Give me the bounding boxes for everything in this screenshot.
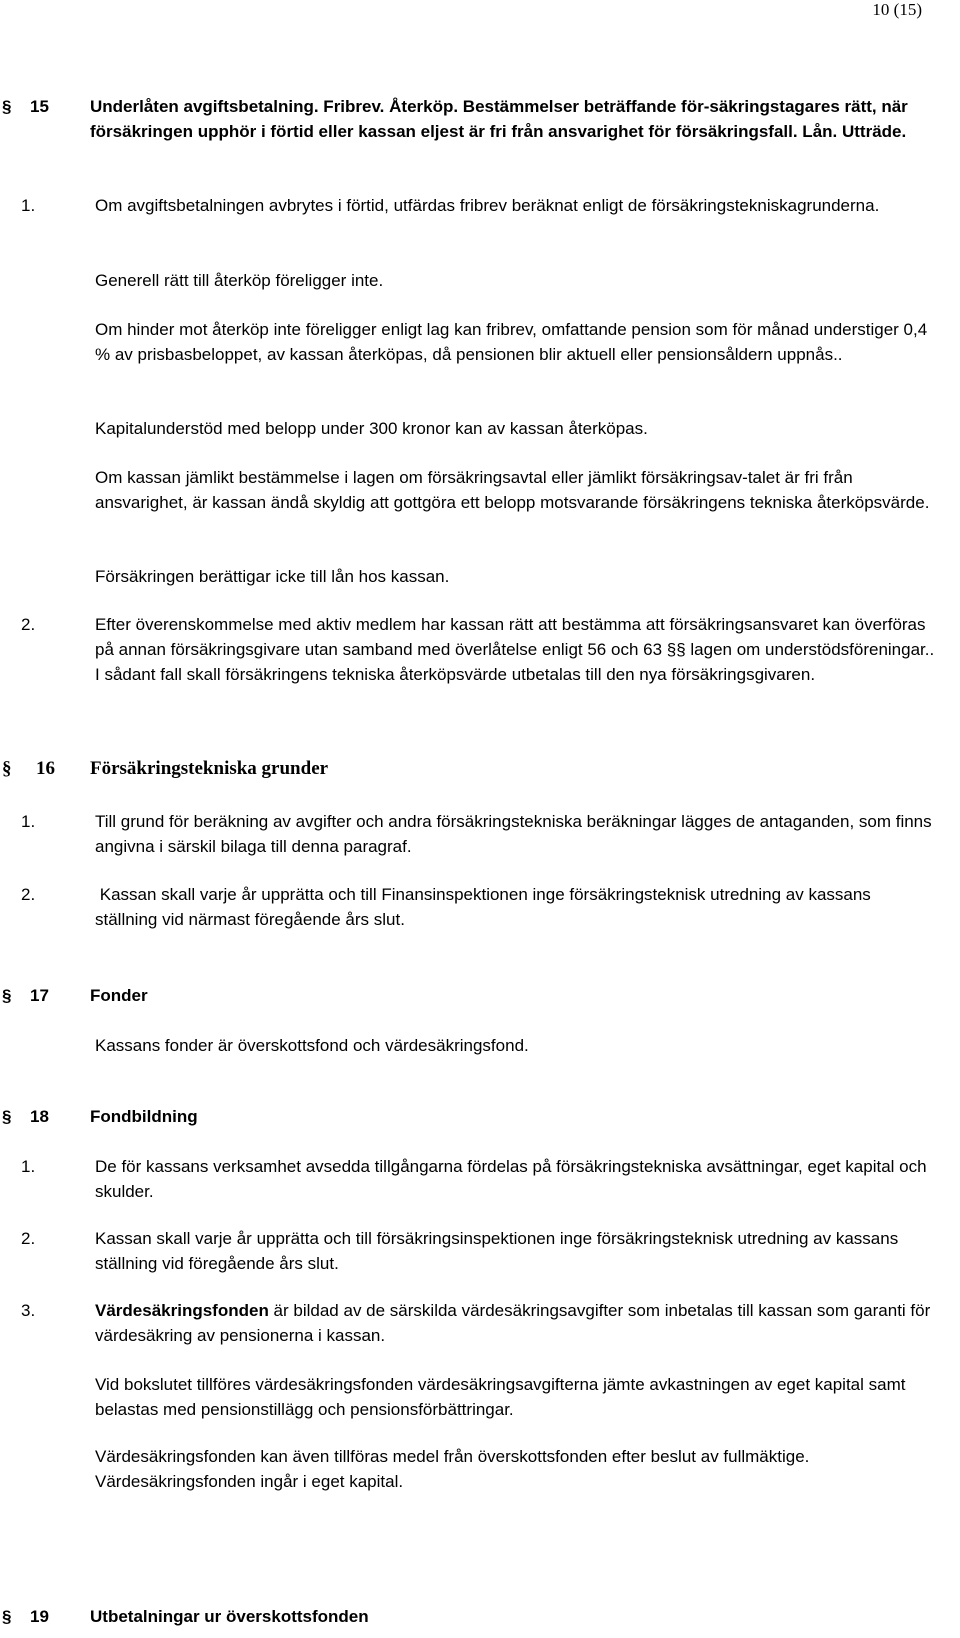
item-text: Kassan skall varje år upprätta och till försäkringsinspektionen inge försäkringsteknisk utredning av kassans ställning vid föregående års slut. <box>95 1229 899 1273</box>
paragraph: Om kassan jämlikt bestämmelse i lagen om försäkringsavtal eller jämlikt försäkringsav-talet är fri från ansvarighet, är kassan ändå skyldig att gottgöra ett belopp motsvarande försäkringens tekniska återköpsvärde. <box>95 468 930 512</box>
section-mark: § <box>2 758 12 779</box>
section-17-heading <box>0 983 960 1008</box>
bold-term: Värdesäkringsfonden <box>95 1301 269 1320</box>
section-mark: § <box>2 1607 12 1626</box>
item-text: Om avgiftsbetalningen avbrytes i förtid, utfärdas fribrev beräknat enligt de försäkringstekniskagrunderna. <box>95 196 880 215</box>
item-text: Till grund för beräkning av avgifter och andra försäkringstekniska beräkningar lägges de antaganden, som finns angivna i särskil bilaga till denna paragraf. <box>95 812 932 856</box>
section-mark: § <box>2 97 12 116</box>
item-text <box>95 1298 935 1348</box>
item-number: 1. <box>21 196 36 215</box>
section-16-heading <box>0 756 960 781</box>
item-text: Kassan skall varje år upprätta och till Finansinspektionen inge försäkringsteknisk utredning av kassans ställning vid närmast föregående års slut. <box>95 885 876 929</box>
section-15-heading <box>0 94 960 144</box>
section-number: 16 <box>36 758 55 779</box>
section-mark: § <box>2 986 12 1005</box>
item-number: 2. <box>21 885 36 904</box>
paragraph: Värdesäkringsfonden kan även tillföras medel från överskottsfonden efter beslut av fullmäktige. Värdesäkringsfonden ingår i eget kapital. <box>95 1447 810 1491</box>
paragraph: Vid bokslutet tillföres värdesäkringsfonden värdesäkringsavgifterna jämte avkastningen av eget kapital samt belastas med pensionstillägg och pensionsförbättringar. <box>95 1375 906 1419</box>
paragraph: Generell rätt till återköp föreligger inte. <box>95 271 384 290</box>
item-number: 1. <box>21 812 36 831</box>
section-19-heading <box>0 1604 960 1629</box>
item-number: 1. <box>21 1157 36 1176</box>
section-title: Försäkringstekniska grunder <box>90 758 329 779</box>
paragraph: Kassans fonder är överskottsfond och värdesäkringsfond. <box>95 1036 529 1055</box>
item-text: De för kassans verksamhet avsedda tillgångarna fördelas på försäkringstekniska avsättningar, eget kapital och skulder. <box>95 1157 927 1201</box>
section-number: 19 <box>30 1607 49 1626</box>
section-mark: § <box>2 1107 12 1126</box>
section-18-heading <box>0 1104 960 1129</box>
section-title: Fondbildning <box>90 1107 198 1126</box>
item-text-rest: är bildad av de särskilda värdesäkringsavgifter som inbetalas till kassan som garanti för värdesäkring av pensionerna i kassan. <box>95 1301 931 1345</box>
section-number: 17 <box>30 986 49 1005</box>
section-number: 15 <box>30 97 49 116</box>
section-title: Fonder <box>90 986 148 1005</box>
section-title: Underlåten avgiftsbetalning. Fribrev. Återköp. Bestämmelser beträffande för-säkringstagares rätt, när försäkringen upphör i förtid eller kassan eljest är fri från ansvarighet för försäkringsfall. Lån. Utträde. <box>90 97 908 141</box>
page-number: 10 (15) <box>872 0 922 19</box>
item-number: 2. <box>21 1229 36 1248</box>
paragraph: Kapitalunderstöd med belopp under 300 kronor kan av kassan återköpas. <box>95 419 648 438</box>
section-title: Utbetalningar ur överskottsfonden <box>90 1607 369 1626</box>
item-text: Efter överenskommelse med aktiv medlem har kassan rätt att bestämma att försäkringsansvaret kan överföras på annan försäkringsgivare utan samband med överlåtelse enligt 56 och 63 §§ lagen om understödsföreningar.. I sådant fall skall försäkringens tekniska återköpsvärde utbetalas till den nya försäkringsgivaren. <box>95 615 935 684</box>
item-number: 2. <box>21 615 36 634</box>
paragraph: Om hinder mot återköp inte föreligger enligt lag kan fribrev, omfattande pension som för månad understiger 0,4 % av prisbasbeloppet, av kassan återköpas, då pensionen blir aktuell eller pensionsåldern uppnås.. <box>95 320 928 364</box>
section-number: 18 <box>30 1107 49 1126</box>
item-number: 3. <box>21 1301 36 1320</box>
paragraph: Försäkringen berättigar icke till lån hos kassan. <box>95 567 450 586</box>
